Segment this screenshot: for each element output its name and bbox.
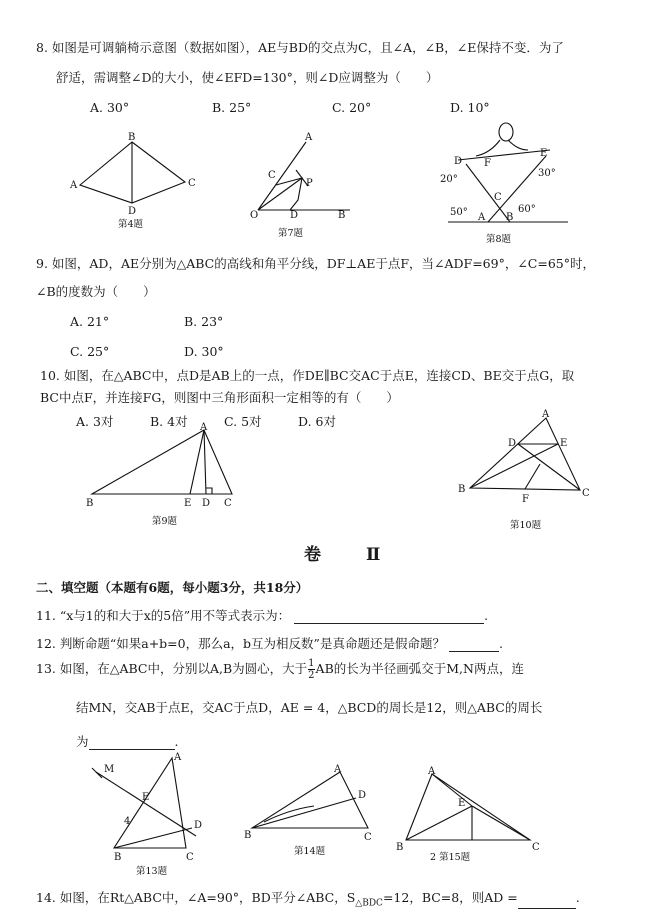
fig4-label-c: C	[188, 178, 196, 189]
figure-13	[86, 748, 226, 878]
fig9-altitude-ad	[204, 430, 206, 494]
fig4-label-b: B	[128, 132, 136, 143]
fig15-ae	[432, 774, 472, 806]
fig15-be	[406, 806, 472, 840]
fig8-label-b: B	[506, 212, 514, 223]
fig13-bd	[114, 828, 192, 848]
fig9-label-c: C	[224, 498, 232, 509]
q8-option-b: B. 25°	[212, 100, 252, 115]
fig9-right-angle	[206, 488, 212, 494]
q13-fraction	[308, 658, 314, 681]
q13-line3-text: 为	[76, 734, 89, 749]
fig10-label-f: F	[522, 494, 529, 505]
fig14-bisector-bd	[252, 798, 356, 828]
figure-14	[244, 764, 384, 860]
fig13-caption: 第13题	[136, 866, 168, 877]
q12-answer-blank[interactable]	[449, 651, 499, 652]
q13-line1-pre: 13. 如图，在△ABC中，分别以A,B为圆心，大于	[36, 661, 308, 676]
fig14-arc	[264, 806, 314, 822]
q9-option-c: C. 25°	[70, 344, 110, 359]
q10-line2: BC中点F，并连接FG，则图中三角形面积一定相等的有（ ）	[40, 390, 399, 405]
q9-line2: ∠B的度数为（ ）	[36, 284, 156, 299]
fig8-leg-da	[466, 164, 510, 222]
fig9-caption: 第9题	[152, 516, 178, 527]
fig10-label-d: D	[508, 438, 517, 449]
fig8-angle-50: 50°	[450, 207, 468, 218]
q10-option-b: B. 4对	[150, 414, 188, 429]
fig7-label-b: B	[338, 210, 346, 221]
fig4-label-d: D	[128, 206, 137, 217]
section-title: 卷 Ⅱ	[304, 545, 395, 565]
figure-15	[396, 766, 546, 866]
fig13-line-mn	[96, 772, 196, 836]
figure-8	[428, 120, 578, 244]
q9-line1: 9. 如图，AD，AE分别为△ABC的高线和角平分线，DF⊥AE于点F，当∠ADF=69°，∠C=65°时，	[36, 256, 595, 271]
q13-fraction-denominator: 2	[308, 670, 315, 681]
fig13-triangle	[114, 758, 186, 848]
fig15-caption: 2 第15题	[430, 852, 471, 863]
figure-9	[82, 420, 252, 530]
fig14-label-b: B	[244, 830, 252, 841]
section-heading: 二、填空题（本题有6题，每小题3分，共18分）	[36, 580, 309, 595]
fig8-label-c: C	[494, 192, 502, 203]
fig10-label-e: E	[560, 438, 568, 449]
q8-option-a: A. 30°	[90, 100, 130, 115]
fig14-caption: 第14题	[294, 846, 326, 857]
q11: 11. “x与1的和大于x的5倍”用不等式表示为： .	[36, 608, 489, 623]
q8-option-c: C. 20°	[332, 100, 372, 115]
fig7-label-d: D	[290, 210, 299, 221]
fig8-angle-30: 30°	[538, 168, 556, 179]
fig8-seat-line	[458, 150, 550, 160]
q9-option-a: A. 21°	[70, 314, 110, 329]
q11-answer-blank[interactable]	[294, 623, 484, 624]
q14-subscript: △BDC	[355, 898, 383, 909]
q10-option-d: D. 6对	[298, 414, 336, 429]
fig15-label-b: B	[396, 842, 404, 853]
fig7-label-p: P	[306, 178, 313, 189]
fig13-label-m: M	[104, 764, 115, 775]
fig15-label-c: C	[532, 842, 540, 853]
figure-4	[60, 130, 210, 235]
fig9-bisector-ae	[190, 430, 204, 494]
fig8-angle-60: 60°	[518, 204, 536, 215]
q8-option-d: D. 10°	[450, 100, 490, 115]
fig8-label-f: F	[484, 158, 491, 169]
fig13-label-a: A	[174, 752, 182, 763]
fig10-label-a: A	[542, 409, 550, 420]
fig7-caption: 第7题	[278, 228, 304, 239]
q14-text-post: =12，BC=8，则AD =	[382, 890, 518, 905]
fig8-label-d: D	[454, 156, 463, 167]
fig13-label-d: D	[194, 820, 203, 831]
fig9-label-d: D	[202, 498, 211, 509]
q14-answer-blank[interactable]	[518, 908, 576, 909]
fig8-caption: 第8题	[486, 234, 512, 245]
q13-line2: 结MN，交AB于点E，交AC于点D，AE = 4，△BCD的周长是12，则△ABC的周长	[76, 700, 543, 715]
fig9-label-e: E	[184, 498, 192, 509]
fig4-label-a: A	[70, 180, 78, 191]
fig9-label-a: A	[200, 422, 208, 433]
q10-line1: 10. 如图，在△ABC中，点D是AB上的一点，作DE∥BC交AC于点E，连接CD、BE交于点G，取	[40, 368, 575, 383]
q14: 14. 如图，在Rt△ABC中，∠A=90°，BD平分∠ABC，$S_{\triangle BDC}=12$，BC=8，则AD = .	[36, 890, 580, 909]
q10-option-a: A. 3对	[76, 414, 114, 429]
fig13-label-4: 4	[124, 816, 131, 827]
q13-fraction-numerator: 1	[308, 658, 315, 669]
fig8-label-e: E	[540, 148, 548, 159]
q8-line2: 舒适，需调整∠D的大小，使∠EFD=130°，则∠D应调整为（ ）	[56, 70, 439, 85]
fig9-triangle	[92, 430, 232, 494]
q11-text: 11. “x与1的和大于x的5倍”用不等式表示为：	[36, 608, 291, 623]
fig8-label-a: A	[478, 212, 486, 223]
fig9-label-b: B	[86, 498, 94, 509]
q10-option-c: C. 5对	[224, 414, 262, 429]
fig7-label-c: C	[268, 170, 276, 181]
q12-text: 12. 判断命题“如果a+b=0，那么a，b互为相反数”是真命题还是假命题？	[36, 636, 445, 651]
fig7-bisector	[258, 178, 302, 210]
fig8-person-head-icon	[499, 123, 513, 141]
fig14-label-c: C	[364, 832, 372, 843]
fig15-label-e: E	[458, 798, 466, 809]
fig10-label-b: B	[458, 484, 466, 495]
fig10-label-c: C	[582, 488, 590, 499]
fig13-label-c: C	[186, 852, 194, 863]
fig4-caption: 第4题	[118, 219, 144, 230]
fig7-label-o: O	[250, 210, 259, 221]
fig10-cd	[518, 444, 580, 490]
q8-line1: 8. 如图是可调躺椅示意图（数据如图），AE与BD的交点为C，且∠A，∠B，∠E保持不变．为了	[36, 40, 564, 55]
fig14-label-d: D	[358, 790, 367, 801]
q13-line3: 为 .	[76, 734, 179, 749]
fig7-ray-oa	[258, 142, 306, 210]
q13-line1	[36, 658, 524, 681]
fig8-angle-20: 20°	[440, 174, 458, 185]
fig10-caption: 第10题	[510, 520, 542, 531]
figure-10	[456, 410, 596, 535]
fig10-fg	[525, 464, 540, 489]
fig10-be	[470, 444, 558, 488]
fig13-label-b: B	[114, 852, 122, 863]
fig15-label-a: A	[428, 766, 436, 777]
fig15-ce	[472, 806, 530, 840]
q12: 12. 判断命题“如果a+b=0，那么a，b互为相反数”是真命题还是假命题？ .	[36, 636, 503, 651]
q9-option-d: D. 30°	[184, 344, 224, 359]
q9-option-b: B. 23°	[184, 314, 224, 329]
fig13-label-e: E	[142, 792, 150, 803]
fig14-label-a: A	[334, 764, 342, 775]
q13-line1-post: AB的长为半径画弧交于M,N两点，连	[315, 661, 524, 676]
q14-text-pre: 14. 如图，在Rt△ABC中，∠A=90°，BD平分∠ABC，S	[36, 890, 356, 905]
fig7-label-a: A	[305, 132, 313, 143]
fig8-leg-eb	[488, 156, 546, 222]
figure-7	[250, 130, 360, 242]
fig13-cross-mark	[92, 768, 102, 778]
